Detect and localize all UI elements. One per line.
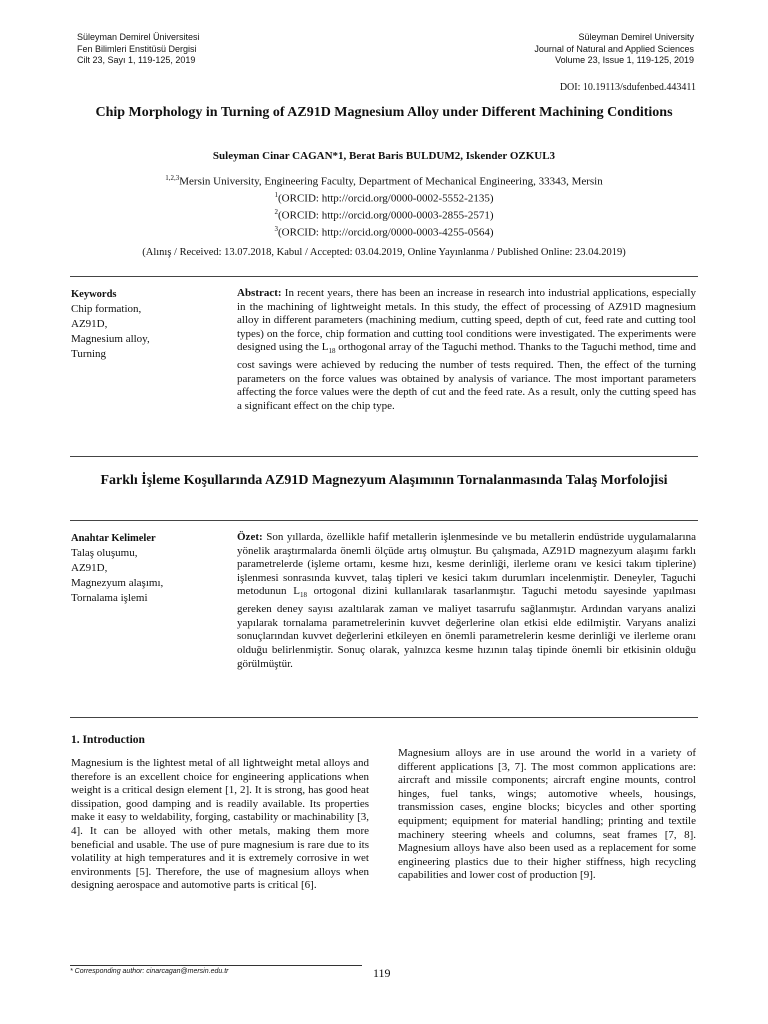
publication-dates: (Alınış / Received: 13.07.2018, Kabul / Accepted: 03.04.2019, Online Yayınlanma / Published Online: 23.04.2019) (142, 247, 626, 258)
affiliation-sup: 1,2,3 (165, 174, 180, 182)
orcid-line[interactable] (70, 189, 698, 206)
orcid-sup: 3 (274, 225, 278, 234)
article-title: Chip Morphology in Turning of AZ91D Magnesium Alloy under Different Machining Conditions (95, 105, 673, 120)
orcid-line[interactable] (70, 206, 698, 223)
keywords-label: Keywords (71, 289, 117, 300)
abstract-text: orthogonal array of the Taguchi method. Thanks to the Taguchi method, time and cost savings were achieved by reducing the number of tests required. Then, the effect of the turning parameters on the force values was obtained by analysis of variance. The most important parameters affecting the force values were the depth of cut and the feed rate. As a result, only the cutting speed has a significant effect on the chip type. (237, 341, 696, 412)
page-number: 119 (373, 966, 391, 980)
header-line: Volume 23, Issue 1, 119-125, 2019 (555, 55, 694, 65)
keyword: Chip formation, (71, 303, 142, 315)
header-line: Süleyman Demirel University (578, 32, 694, 42)
divider (70, 276, 698, 277)
abstract-label: Özet: (237, 531, 263, 543)
abstract-subscript: 18 (328, 347, 336, 356)
body-column-right: Magnesium alloys are in use around the world in a variety of different applications [3, 7]. The most common applications are: aircraft and missile components; aircraft engine mounts, control hinges, fuel tanks, wings; automotive wheels, housings, transmission cases, engine blocks; bicycles and other sporting equipment; equipment for material handling; printing and textile machinery steering wheels and columns, seat frames [7, 8]. Magnesium alloys have also been used as a replacement for some engineering plastics due to their higher stiffness, high recycling capabilities and lower cost of production [9]. (398, 747, 696, 882)
orcid-link[interactable]: (ORCID: http://orcid.org/0000-0002-5552-2135) (278, 192, 494, 205)
orcid-link[interactable]: (ORCID: http://orcid.org/0000-0003-2855-2571) (278, 209, 494, 222)
turkish-abstract (237, 531, 696, 671)
keyword: AZ91D, (71, 318, 108, 330)
orcid-line[interactable] (70, 223, 698, 240)
keyword: Magnesium alloy, (71, 333, 150, 345)
turkish-title: Farklı İşleme Koşullarında AZ91D Magnezyum Alaşımının Tornalanmasında Talaş Morfolojisi (100, 473, 668, 488)
keyword: AZ91D, (71, 562, 108, 574)
affiliation-text: Mersin University, Engineering Faculty, Department of Mechanical Engineering, 33343, Mersin (179, 175, 603, 188)
doi[interactable]: DOI: 10.19113/sdufenbed.443411 (559, 82, 696, 93)
footnote-divider (70, 965, 362, 966)
keywords-block (71, 287, 221, 362)
abstract (237, 287, 696, 414)
journal-header-turkish (77, 32, 200, 67)
affiliation (70, 172, 698, 189)
header-line: Fen Bilimleri Enstitüsü Dergisi (77, 43, 197, 54)
section-heading: 1. Introduction (71, 734, 145, 746)
header-line: Journal of Natural and Applied Sciences (534, 43, 694, 54)
divider (70, 717, 698, 718)
keyword: Magnezyum alaşımı, (71, 577, 164, 589)
body-column-left: Magnesium is the lightest metal of all lightweight metal alloys and therefore is an excellent choice for engineering applications when weight is a critical design element [1, 2]. It is strong, has good heat dissipation, good damping and is readily available. Its properties make it easy to weldability, forging, castability or machinability [3, 4]. It can be alloyed with other metals, making them more beneficial and usable. The use of pure magnesium is rare due to its volatility at high temperatures and it is extremely corrosive in wet environments [5]. Therefore, the use of magnesium alloys when designing aerospace and automotive parts is critical [6]. (71, 757, 369, 892)
divider (70, 456, 698, 457)
orcid-sup: 2 (274, 208, 278, 217)
divider (70, 520, 698, 521)
keyword: Tornalama işlemi (71, 592, 148, 604)
orcid-link[interactable]: (ORCID: http://orcid.org/0000-0003-4255-0564) (278, 227, 494, 240)
abstract-text: Son yıllarda, özellikle hafif metallerin işlenmesinde ve bu metallerin endüstride uygulamalarına yönelik araştırmalarda önemli ölçüde artış olmuştur. Bu çalışmada, AZ91D magnezyum alaşımı farklı parametrelerde (işleme ortamı, kesme hızı, kesme derinliği, ilerleme oranı ve kesici takım tiplerine) işlenmesi sonrasında kuvvet, talaş tipleri ve kesici takım durumları incelenmiştir. Deneyler, Taguchi metodunun L (237, 531, 696, 598)
turkish-keywords-block (71, 531, 221, 606)
abstract-text: ortogonal dizini kullanılarak tasarlanmıştır. Taguchi metodu sayesinde yapılması gereken deney sayısı azaltılarak zaman ve maliyet tasarrufu sağlanmıştır. Ardından varyans analizi yapılarak tornalama parametrelerinin kuvvet değerlerine olan etkisi elde edilmiştir. Varyans analizi sonuçlarından kuvvet değerlerini etkileyen en önemli parametrelerin kesme derinliği ve ilerleme oranı olduğu belirlenmiştir. Sonuç olarak, yalnızca kesme hızının talaş tipinde önemli bir etkisinin olduğu görülmüştür. (237, 585, 696, 670)
keywords-label: Anahtar Kelimeler (71, 533, 156, 544)
header-line: Süleyman Demirel Üniversitesi (77, 32, 200, 42)
journal-header-english (534, 32, 694, 67)
abstract-text: In recent years, there has been an increase in research into industrial applications, especially in the machining of lightweight metals. In this study, the effect of processing of AZ91D magnesium alloy in different parameters (machining medium, cutting speed, depth of cut, feed rate and cutting tool types) on the force, chip formation and cutting tool conditions were investigated. The experiments were designed using the L (237, 287, 696, 354)
affiliation-block (70, 172, 698, 241)
author-list: Suleyman Cinar CAGAN*1, Berat Baris BULDUM2, Iskender OZKUL3 (212, 150, 556, 162)
keyword: Talaş oluşumu, (71, 547, 138, 559)
orcid-sup: 1 (274, 191, 278, 200)
header-line: Cilt 23, Sayı 1, 119-125, 2019 (77, 55, 196, 65)
keyword: Turning (71, 348, 107, 360)
abstract-subscript: 18 (299, 591, 307, 600)
footnote: * Corresponding author: cinarcagan@mersin.edu.tr (70, 968, 229, 975)
abstract-label: Abstract: (237, 287, 282, 299)
